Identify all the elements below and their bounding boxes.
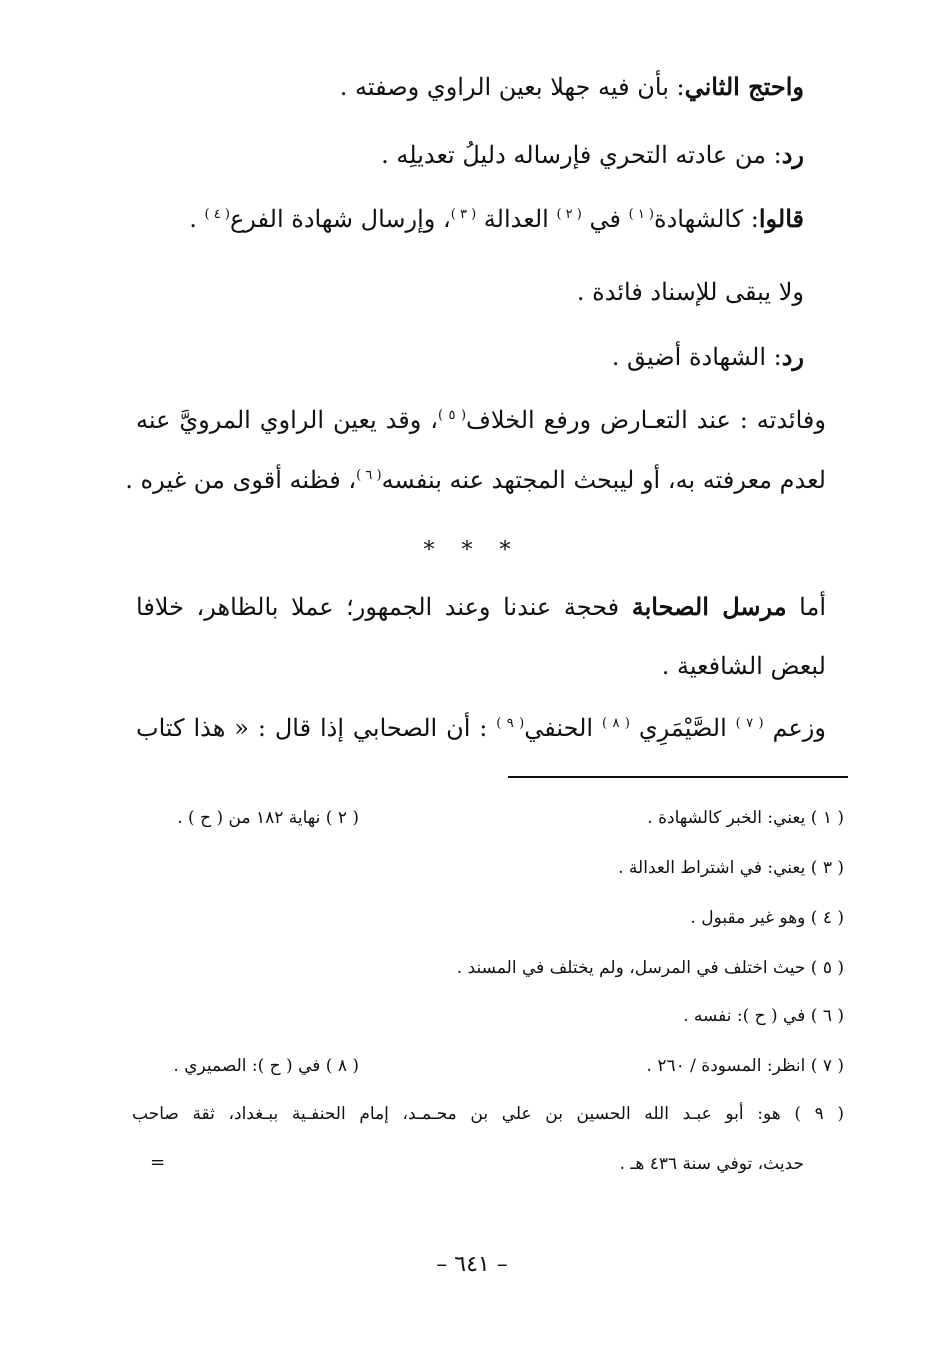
footnote-2: ( ٢ ) نهاية ١٨٢ من ( ح ) . [177,808,359,828]
reply-label: رد [781,140,804,169]
companion-mursal-term: مرسل الصحابة [631,592,787,621]
footnote-ref-7: ( ٧ ) [735,716,764,731]
footnote-4: ( ٤ ) وهو غير مقبول . [690,908,844,928]
paragraph-2 [381,140,804,169]
footnote-7: ( ٧ ) انظر: المسودة / ٢٦٠ . [646,1056,844,1076]
paragraph-8-text: الصَّيْمَرِي [629,714,736,742]
footnote-ref-6: ( ٦ ) [356,468,382,483]
paragraph-7-text: فحجة عندنا وعند الجمهور؛ عملا بالظاهر، خلافا [136,593,632,621]
paragraph-6-text: ، وقد يعين الراوي المرويَّ عنه [136,406,439,434]
footnote-ref-5: ( ٥ ) [438,408,467,423]
paragraph-3-text: : كالشهادة [654,205,759,233]
footnote-ref-8: ( ٨ ) [601,716,630,731]
page-number: – ٦٤١ – [436,1252,508,1277]
footnote-ref-1: ( ١ ) [628,207,655,222]
paragraph-6-line-2 [125,466,826,494]
paragraph-3 [189,204,804,233]
paragraph-7-text: لبعض الشافعية . [661,652,826,680]
paragraph-8-text: الحنفي [524,714,602,742]
footnote-ref-9: ( ٩ ) [496,716,525,731]
paragraph-6-text: ، فظنه أقوى من غيره . [125,466,357,494]
footnote-ref-3: ( ٣ ) [450,207,477,222]
paragraph-8 [136,714,826,742]
footnote-ref-4: ( ٤ ) [204,207,230,222]
paragraph-7-text: أما [786,593,826,621]
paragraph-8-text: وزعم [763,714,826,742]
paragraph-2-text: : من عادته التحري فإرساله دليلُ تعديلِه . [381,141,782,169]
paragraph-1-text: : بأن فيه جهلا بعين الراوي وصفته . [339,73,685,101]
footnote-1: ( ١ ) يعني: الخبر كالشهادة . [647,808,844,828]
footnote-6: ( ٦ ) في ( ح ): نفسه . [683,1006,844,1026]
paragraph-6-text: لعدم معرفته به، أو ليبحث المجتهد عنه بنفسه [381,466,826,494]
footnote-ref-2: ( ٢ ) [556,207,582,222]
paragraph-7-line-1 [136,592,826,621]
paragraph-3-text: في [581,205,629,233]
footnote-5: ( ٥ ) حيث اختلف في المرسل، ولم يختلف في المسند . [456,958,844,978]
paragraph-3-text: . [189,205,205,233]
paragraph-6-line-1 [136,406,826,434]
continuation-mark: = [150,1152,166,1173]
paragraph-5-text: : الشهادة أضيق . [611,343,782,371]
they-said-label: قالوا [758,204,804,233]
paragraph-4 [577,278,804,306]
paragraph-6-text: وفائدته : عند التعـارض ورفع الخلاف [466,406,826,434]
footnote-9-line-1: ( ٩ ) هو: أبو عبـد الله الحسين بن علي بن محـمـد، إمام الحنفـية ببـغداد، ثقة صاحب [132,1104,844,1124]
reply-label: رد [781,342,804,371]
paragraph-3-text: ، وإرسال شهادة الفرع [229,205,451,233]
heading-second-argument: واحتج الثاني [684,72,804,101]
footnote-9-line-2: حديث، توفي سنة ٤٣٦ هـ . [619,1154,804,1174]
section-separator: * * * [423,538,521,563]
paragraph-4-text: ولا يبقى للإسناد فائدة . [576,278,804,306]
footnote-8: ( ٨ ) في ( ح ): الصميري . [173,1056,359,1076]
paragraph-1 [340,72,804,101]
paragraph-5 [612,342,804,371]
footnote-divider [508,776,848,778]
paragraph-7-line-2 [662,652,826,680]
paragraph-3-text: العدالة [476,205,557,233]
footnote-3: ( ٣ ) يعني: في اشتراط العدالة . [618,858,844,878]
paragraph-8-text: : أن الصحابي إذا قال : « هذا كتاب [136,714,497,742]
